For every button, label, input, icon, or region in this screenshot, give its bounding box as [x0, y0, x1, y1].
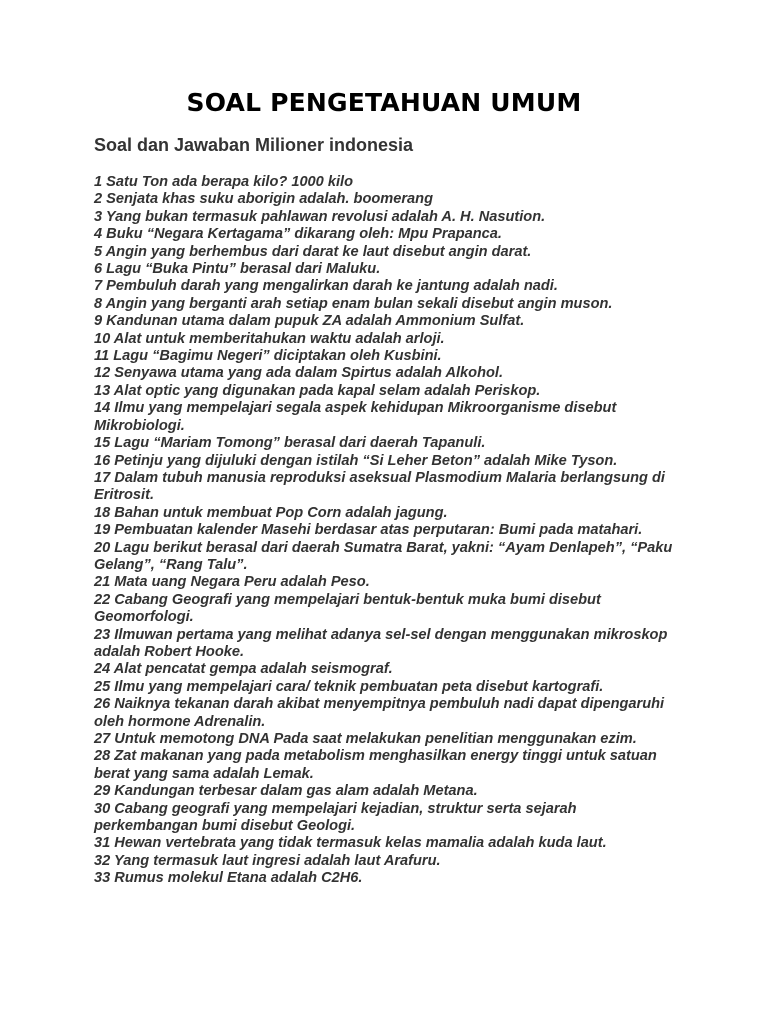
question-item: 31 Hewan vertebrata yang tidak termasuk kelas mamalia adalah kuda laut.	[94, 835, 607, 852]
page-title: SOAL PENGETAHUAN UMUM	[186, 88, 582, 117]
question-list	[94, 174, 684, 888]
question-item: 30 Cabang geografi yang mempelajari kejadian, struktur serta sejarah perkembangan bumi disebut Geologi.	[94, 800, 577, 835]
question-item: 15 Lagu “Mariam Tomong” berasal dari daerah Tapanuli.	[94, 435, 486, 452]
question-item: 24 Alat pencatat gempa adalah seismograf.	[94, 661, 393, 678]
question-item: 28 Zat makanan yang pada metabolism menghasilkan energy tinggi untuk satuan berat yang sama adalah Lemak.	[94, 748, 657, 782]
question-item: 3 Yang bukan termasuk pahlawan revolusi adalah A. H. Nasution.	[94, 208, 546, 225]
question-item: 20 Lagu berikut berasal dari daerah Sumatra Barat, yakni: “Ayam Denlapeh”, “Paku Gelang”, “Rang Talu”.	[94, 539, 673, 573]
question-item: 10 Alat untuk memberitahukan waktu adalah arloji.	[94, 330, 445, 347]
question-item: 25 Ilmu yang mempelajari cara/ teknik pembuatan peta disebut kartografi.	[94, 678, 604, 695]
question-item: 8 Angin yang berganti arah setiap enam bulan sekali disebut angin muson.	[94, 295, 613, 312]
question-item: 29 Kandungan terbesar dalam gas alam adalah Metana.	[94, 783, 478, 800]
question-item: 17 Dalam tubuh manusia reproduksi aseksual Plasmodium Malaria berlangsung di Eritrosit.	[94, 469, 665, 504]
question-item: 12 Senyawa utama yang ada dalam Spirtus adalah Alkohol.	[94, 365, 504, 382]
question-item: 19 Pembuatan kalender Masehi berdasar atas perputaran: Bumi pada matahari.	[94, 522, 643, 539]
question-item: 9 Kandunan utama dalam pupuk ZA adalah Ammonium Sulfat.	[94, 313, 525, 330]
question-item: 7 Pembuluh darah yang mengalirkan darah ke jantung adalah nadi.	[94, 278, 558, 295]
question-item: 27 Untuk memotong DNA Pada saat melakukan penelitian menggunakan ezim.	[94, 731, 637, 747]
question-item: 5 Angin yang berhembus dari darat ke laut disebut angin darat.	[94, 243, 532, 260]
question-item: 4 Buku “Negara Kertagama” dikarang oleh: Mpu Prapanca.	[94, 226, 502, 243]
question-item: 23 Ilmuwan pertama yang melihat adanya sel-sel dengan menggunakan mikroskop adalah Robert Hooke.	[94, 626, 668, 660]
question-item: 26 Naiknya tekanan darah akibat menyempitnya pembuluh nadi dapat dipengaruhi oleh hormone Adrenalin.	[94, 696, 665, 730]
question-item: 1 Satu Ton ada berapa kilo? 1000 kilo	[94, 174, 353, 190]
question-item: 14 Ilmu yang mempelajari segala aspek kehidupan Mikroorganisme disebut Mikrobiologi.	[94, 400, 617, 434]
question-item: 21 Mata uang Negara Peru adalah Peso.	[94, 574, 370, 591]
page-subtitle: Soal dan Jawaban Milioner indonesia	[94, 135, 414, 155]
question-item: 18 Bahan untuk membuat Pop Corn adalah jagung.	[94, 504, 448, 521]
question-item: 33 Rumus molekul Etana adalah C2H6.	[94, 870, 363, 887]
question-item: 22 Cabang Geografi yang mempelajari bentuk-bentuk muka bumi disebut Geomorfologi.	[94, 591, 601, 626]
question-item: 16 Petinju yang dijuluki dengan istilah “Si Leher Beton” adalah Mike Tyson.	[94, 452, 618, 469]
question-item: 6 Lagu “Buka Pintu” berasal dari Maluku.	[94, 261, 381, 278]
question-item: 32 Yang termasuk laut ingresi adalah laut Arafuru.	[94, 852, 441, 869]
question-item: 11 Lagu “Bagimu Negeri” diciptakan oleh Kusbini.	[94, 348, 442, 365]
question-item: 13 Alat optic yang digunakan pada kapal selam adalah Periskop.	[94, 382, 541, 399]
question-item: 2 Senjata khas suku aborigin adalah. boomerang	[94, 191, 433, 208]
